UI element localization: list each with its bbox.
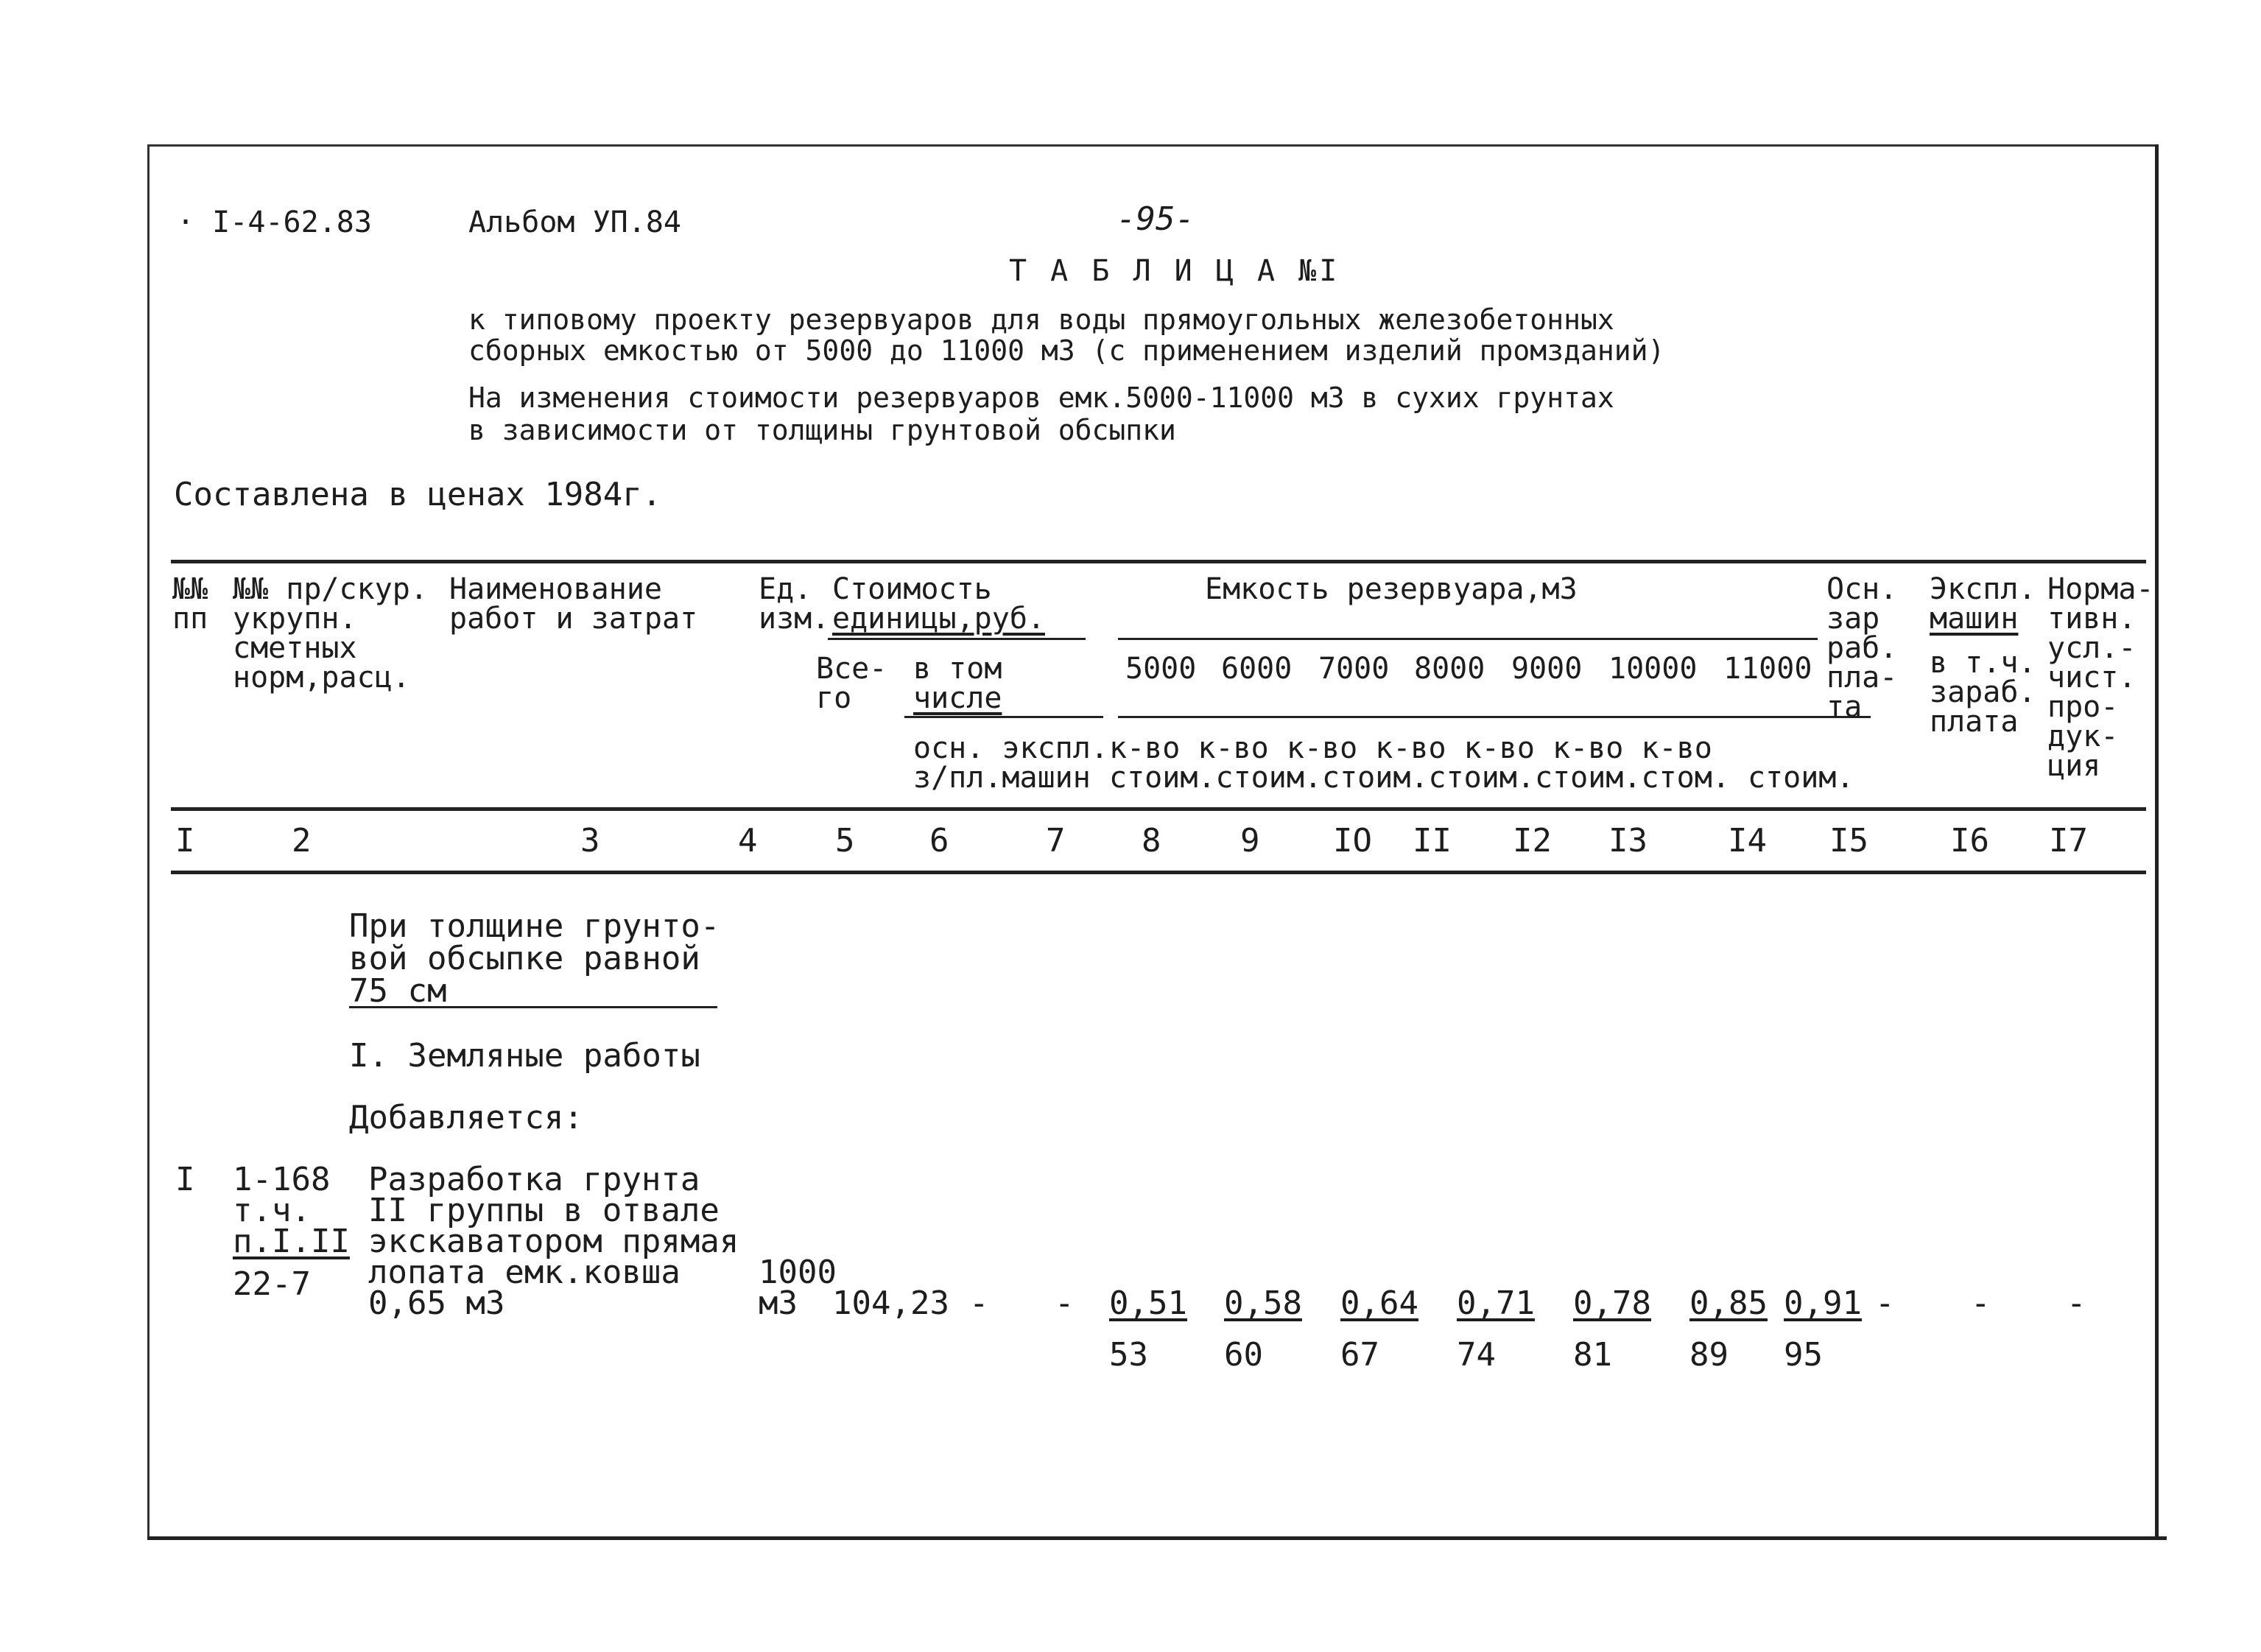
colnum-4: 4: [738, 822, 758, 860]
col3-line2: работ и затрат: [449, 602, 698, 636]
cost-10000: 89: [1689, 1336, 1729, 1374]
col2-line4: норм,расц.: [233, 661, 410, 695]
colnum-2: 2: [292, 822, 312, 860]
col17-line1: Норма-: [2047, 572, 2154, 606]
col17-line4: чист.: [2047, 661, 2137, 695]
row-machine: -: [1055, 1284, 1075, 1322]
col17-line6: дук-: [2047, 720, 2119, 753]
condition-underline: [349, 1006, 717, 1008]
row-code-line3: п.I.II: [233, 1223, 350, 1260]
title-line-2: сборных емкостью от 5000 до 11000 м3 (с применением изделий промзданий): [468, 334, 1665, 367]
album-label: Альбом УП.84: [468, 205, 681, 239]
frame-right-border: [2155, 144, 2159, 1536]
col4-line1: Ед.: [759, 572, 812, 606]
colnum-6: 6: [929, 822, 949, 860]
colnum-17: I7: [2049, 822, 2088, 860]
colnum-11: II: [1413, 822, 1452, 860]
title-line-3: На изменения стоимости резервуаров емк.5000-11000 м3 в сухих грунтах: [468, 382, 1614, 414]
col2-line2: укрупн.: [233, 602, 357, 636]
qty-10000: 0,85: [1689, 1284, 1768, 1322]
col15-line3: раб.: [1826, 631, 1898, 665]
table-top-rule: [171, 560, 2146, 563]
qty-9000: 0,78: [1573, 1284, 1651, 1322]
col1-line1: №№: [172, 572, 208, 606]
col17-line7: ция: [2047, 749, 2101, 783]
colnum-7: 7: [1046, 822, 1066, 860]
col17-line2: тивн.: [2047, 602, 2137, 636]
qty-header-2: стоим.стоим.стоим.стоим.стоим.стом. стоим.: [1109, 761, 1854, 795]
page-number: -95-: [1117, 200, 1195, 238]
qty-7000: 0,64: [1340, 1284, 1418, 1322]
col15-line2: зар: [1826, 602, 1880, 636]
cost-5000: 53: [1109, 1336, 1148, 1374]
colnum-12: I2: [1513, 822, 1552, 860]
cost-unit-header: единицы,руб.: [832, 602, 1045, 636]
qty-8000: 0,71: [1457, 1284, 1535, 1322]
frame-top-border: [147, 144, 2156, 147]
capacity-rule: [1118, 638, 1818, 640]
colnum-16: I6: [1950, 822, 1989, 860]
capacity-8000: 8000: [1414, 652, 1485, 686]
colnum-5: 5: [835, 822, 855, 860]
cost-unit-rule: [828, 638, 1086, 640]
colnum-15: I5: [1829, 822, 1868, 860]
adds-label: Добавляется:: [349, 1099, 583, 1136]
col4-line2: изм.: [759, 602, 830, 636]
row-name-line5: 0,65 м3: [368, 1284, 505, 1322]
col-number-rule: [171, 871, 2146, 874]
compiled-note: Составлена в ценах 1984г.: [174, 476, 662, 513]
incl-sub-line1: осн. экспл.: [913, 731, 1108, 765]
header-bottom-rule: [171, 807, 2146, 811]
row-number: I: [175, 1161, 195, 1198]
colnum-8: 8: [1142, 822, 1161, 860]
capacity-5000: 5000: [1125, 652, 1197, 686]
row-total: 104,23: [832, 1284, 949, 1322]
col2-line1: №№ пр/скур.: [233, 572, 428, 606]
doc-code: · I-4-62.83: [177, 205, 372, 239]
col3-line1: Наименование: [449, 572, 662, 606]
cost-header: Стоимость: [832, 572, 992, 606]
row-unit-line2: м3: [759, 1284, 798, 1322]
qty-header-1: к-во к-во к-во к-во к-во к-во к-во: [1109, 731, 1712, 765]
col15-line4: пла-: [1826, 661, 1898, 695]
capacity-header: Емкость резервуара,м3: [1205, 572, 1578, 606]
incl-line1: в том: [913, 652, 1002, 686]
section-heading: I. Земляные работы: [349, 1037, 700, 1075]
condition-line2: вой обсыпке равной: [349, 940, 700, 977]
row-unit-line1: 1000: [759, 1254, 837, 1291]
row-basic-pay: -: [969, 1284, 989, 1322]
col2-line3: сметных: [233, 631, 357, 665]
capacity-11000: 11000: [1723, 652, 1812, 686]
row-col17: -: [2067, 1284, 2086, 1322]
incl-line2: числе: [913, 681, 1002, 715]
colnum-1: I: [175, 822, 195, 860]
cost-7000: 67: [1340, 1336, 1379, 1374]
col16-line5: плата: [1930, 705, 2019, 739]
colnum-14: I4: [1728, 822, 1767, 860]
qty-6000: 0,58: [1224, 1284, 1302, 1322]
col16-line3: в т.ч.: [1930, 646, 2036, 680]
col15-line5: та: [1826, 690, 1863, 724]
row-col15: -: [1875, 1284, 1895, 1322]
row-col16: -: [1971, 1284, 1991, 1322]
row-name-line3: экскаватором прямая: [368, 1223, 739, 1260]
colnum-9: 9: [1240, 822, 1260, 860]
colnum-10: IO: [1333, 822, 1372, 860]
cost-8000: 74: [1457, 1336, 1496, 1374]
capacity-6000: 6000: [1221, 652, 1293, 686]
col17-line5: про-: [2047, 690, 2119, 724]
capacity-10000: 10000: [1608, 652, 1698, 686]
col16-line2: машин: [1930, 602, 2019, 636]
col17-line3: усл.-: [2047, 631, 2137, 665]
title-line-1: к типовому проекту резервуаров для воды прямоугольных железобетонных: [468, 303, 1614, 336]
title-line-4: в зависимости от толщины грунтовой обсыпки: [468, 414, 1176, 446]
total-line2: го: [816, 681, 852, 715]
total-line1: Все-: [816, 652, 887, 686]
row-name-line2: II группы в отвале: [368, 1192, 720, 1229]
incl-sub-line2: з/пл.машин: [913, 761, 1091, 795]
table-label: Т А Б Л И Ц А №I: [1009, 254, 1340, 288]
qty-5000: 0,51: [1109, 1284, 1187, 1322]
cost-9000: 81: [1573, 1336, 1612, 1374]
row-code-line4: 22-7: [233, 1265, 311, 1303]
row-code-line2: т.ч.: [233, 1192, 311, 1229]
frame-left-border: [147, 144, 150, 1536]
row-name-line1: Разработка грунта: [368, 1161, 700, 1198]
condition-line1: При толщине грунто-: [349, 907, 720, 945]
qty-rule: [1118, 716, 1871, 718]
incl-rule: [904, 716, 1103, 718]
cost-6000: 60: [1224, 1336, 1263, 1374]
col16-line4: зараб.: [1930, 675, 2036, 709]
row-code-line1: 1-168: [233, 1161, 331, 1198]
frame-bottom-border: [147, 1536, 2167, 1540]
row-name-line4: лопата емк.ковша: [368, 1254, 681, 1291]
col15-line1: Осн.: [1826, 572, 1898, 606]
colnum-3: 3: [580, 822, 600, 860]
capacity-9000: 9000: [1511, 652, 1583, 686]
condition-line3: 75 см: [349, 972, 447, 1010]
col1-line2: пп: [172, 602, 208, 636]
qty-11000: 0,91: [1784, 1284, 1862, 1322]
colnum-13: I3: [1608, 822, 1648, 860]
capacity-7000: 7000: [1318, 652, 1390, 686]
cost-11000: 95: [1784, 1336, 1823, 1374]
col16-line1: Экспл.: [1930, 572, 2036, 606]
